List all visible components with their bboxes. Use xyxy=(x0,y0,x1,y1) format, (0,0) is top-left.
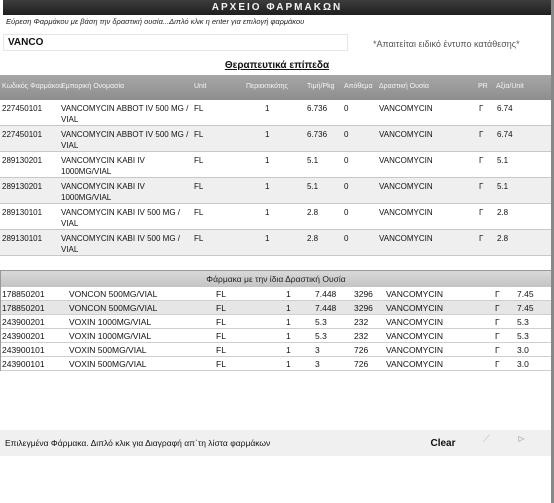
cell-pr: Γ xyxy=(479,130,484,139)
cell-trade-name: VONCON 500MG/VIAL xyxy=(69,303,158,313)
cell-content: 1 xyxy=(265,208,270,217)
same-substance-section xyxy=(0,270,551,371)
cell-trade-name: VANCOMYCIN ABBOT IV 500 MG / VIAL xyxy=(61,130,189,150)
cell-trade-name: VANCOMYCIN KABI IV 1000MG/VIAL xyxy=(61,156,145,176)
cell-content: 1 xyxy=(265,104,270,113)
cell-substance: VANCOMYCIN xyxy=(379,156,433,165)
list-item[interactable] xyxy=(1,315,551,329)
cell-code: 243900201 xyxy=(2,331,45,341)
cell-content: 1 xyxy=(286,331,291,341)
cell-code: 178850201 xyxy=(2,303,45,313)
cell-trade-name: VOXIN 500MG/VIAL xyxy=(69,345,147,355)
cell-value-unit: 7.45 xyxy=(517,303,534,313)
cell-content: 1 xyxy=(286,303,291,313)
cell-value-unit: 5.1 xyxy=(497,182,509,191)
col-header-stock[interactable]: Απόθεμα xyxy=(344,83,373,90)
cell-price-pkg: 3 xyxy=(315,345,320,355)
table-row[interactable] xyxy=(0,126,551,152)
cell-pr: Γ xyxy=(495,345,500,355)
cell-unit: FL xyxy=(194,130,204,139)
cell-stock: 0 xyxy=(344,104,349,113)
search-hint: Εύρεση Φαρμάκου με βάση την δραστική ουσία...Διπλό κλικ η enter για επιλογή φαρμάκου xyxy=(6,17,305,26)
cell-value-unit: 6.74 xyxy=(497,104,513,113)
cell-substance: VANCOMYCIN xyxy=(386,303,443,313)
search-input[interactable] xyxy=(3,34,348,51)
cell-stock: 0 xyxy=(344,156,349,165)
therapeutic-table xyxy=(0,100,551,256)
cell-trade-name: VOXIN 1000MG/VIAL xyxy=(69,317,152,327)
cell-content: 1 xyxy=(265,156,270,165)
cell-value-unit: 3.0 xyxy=(517,359,529,369)
selected-drugs-hint: Επιλεγμένα Φάρμακα. Διπλό κλικ για Διαγραφή απ΄τη λίστα φαρμάκων xyxy=(5,438,271,448)
cell-pr: Γ xyxy=(479,182,484,191)
cell-value-unit: 2.8 xyxy=(497,234,509,243)
cell-substance: VANCOMYCIN xyxy=(386,331,443,341)
cell-content: 1 xyxy=(286,317,291,327)
col-header-code[interactable]: Κωδικός Φαρμάκου xyxy=(2,83,63,90)
table-row[interactable] xyxy=(0,204,551,230)
clear-button[interactable]: Clear xyxy=(424,435,462,451)
col-header-price-pkg[interactable]: Τιμή/Pkg xyxy=(307,83,335,90)
cell-value-unit: 3.0 xyxy=(517,345,529,355)
special-form-note: *Απαιτείται ειδικό έντυπο κατάθεσης* xyxy=(373,39,520,49)
cell-substance: VANCOMYCIN xyxy=(379,182,433,191)
cell-price-pkg: 2.8 xyxy=(307,234,319,243)
cell-value-unit: 6.74 xyxy=(497,130,513,139)
col-header-content[interactable]: Περιεκτικότης xyxy=(246,83,288,90)
cell-stock: 232 xyxy=(354,317,369,327)
cell-substance: VANCOMYCIN xyxy=(379,130,433,139)
cell-stock: 0 xyxy=(344,208,349,217)
cell-unit: FL xyxy=(216,303,226,313)
cell-code: 178850201 xyxy=(2,289,45,299)
cell-substance: VANCOMYCIN xyxy=(386,317,443,327)
cell-price-pkg: 5.3 xyxy=(315,331,327,341)
cell-stock: 0 xyxy=(344,182,349,191)
cell-unit: FL xyxy=(216,359,226,369)
cell-unit: FL xyxy=(194,104,204,113)
col-header-pr[interactable]: PR xyxy=(478,83,488,90)
list-item[interactable] xyxy=(1,357,551,371)
cell-price-pkg: 3 xyxy=(315,359,320,369)
cell-pr: Γ xyxy=(479,234,484,243)
cell-price-pkg: 2.8 xyxy=(307,208,319,217)
cell-value-unit: 5.1 xyxy=(497,156,509,165)
cell-price-pkg: 5.1 xyxy=(307,182,319,191)
cell-trade-name: VOXIN 1000MG/VIAL xyxy=(69,331,152,341)
cell-trade-name: VANCOMYCIN KABI IV 500 MG / VIAL xyxy=(61,234,180,254)
cell-content: 1 xyxy=(286,345,291,355)
cell-code: 289130201 xyxy=(2,182,43,191)
same-substance-table xyxy=(1,287,551,371)
cell-trade-name: VANCOMYCIN KABI IV 1000MG/VIAL xyxy=(61,182,145,202)
cell-unit: FL xyxy=(216,345,226,355)
cell-code: 289130101 xyxy=(2,208,43,217)
cell-unit: FL xyxy=(216,331,226,341)
cell-content: 1 xyxy=(286,359,291,369)
arrow-up-right-icon[interactable]: ⟋ xyxy=(483,434,490,445)
cell-pr: Γ xyxy=(495,303,500,313)
list-item[interactable] xyxy=(1,343,551,357)
cell-price-pkg: 6.736 xyxy=(307,130,328,139)
cell-trade-name: VANCOMYCIN KABI IV 500 MG / VIAL xyxy=(61,208,180,228)
cell-content: 1 xyxy=(265,130,270,139)
cell-value-unit: 2.8 xyxy=(497,208,509,217)
cell-pr: Γ xyxy=(479,156,484,165)
cell-content: 1 xyxy=(286,289,291,299)
cell-code: 227450101 xyxy=(2,130,43,139)
cell-price-pkg: 5.1 xyxy=(307,156,319,165)
list-item[interactable] xyxy=(1,329,551,343)
cell-stock: 0 xyxy=(344,130,349,139)
cell-stock: 0 xyxy=(344,234,349,243)
same-substance-title: Φάρμακα με την ίδια Δραστική Ουσία xyxy=(1,271,551,287)
arrow-right-icon[interactable]: ⊳ xyxy=(517,434,526,445)
cell-substance: VANCOMYCIN xyxy=(379,234,433,243)
cell-unit: FL xyxy=(194,208,204,217)
cell-price-pkg: 6.736 xyxy=(307,104,328,113)
col-header-trade-name[interactable]: Εμπορική Ονομασία xyxy=(61,83,125,90)
cell-pr: Γ xyxy=(479,208,484,217)
cell-value-unit: 5.3 xyxy=(517,331,529,341)
cell-code: 227450101 xyxy=(2,104,43,113)
cell-pr: Γ xyxy=(495,359,500,369)
cell-trade-name: VONCON 500MG/VIAL xyxy=(69,289,158,299)
cell-code: 289130201 xyxy=(2,156,43,165)
cell-value-unit: 5.3 xyxy=(517,317,529,327)
cell-code: 243900201 xyxy=(2,317,45,327)
cell-substance: VANCOMYCIN xyxy=(379,208,433,217)
col-header-value-unit[interactable]: Αξία/Unit xyxy=(496,83,524,90)
cell-substance: VANCOMYCIN xyxy=(379,104,433,113)
cell-stock: 726 xyxy=(354,345,369,355)
cell-content: 1 xyxy=(265,182,270,191)
window-title: ΑΡΧΕΙΟ ΦΑΡΜΑΚΩΝ xyxy=(3,0,551,15)
cell-pr: Γ xyxy=(495,331,500,341)
col-header-substance[interactable]: Δραστική Ουσία xyxy=(379,83,429,90)
list-item[interactable] xyxy=(1,301,551,315)
cell-stock: 232 xyxy=(354,331,369,341)
table-header xyxy=(0,75,551,100)
cell-code: 289130101 xyxy=(2,234,43,243)
cell-trade-name: VOXIN 500MG/VIAL xyxy=(69,359,147,369)
col-header-unit[interactable]: Unit xyxy=(194,83,207,90)
list-item[interactable] xyxy=(1,287,551,301)
cell-price-pkg: 5.3 xyxy=(315,317,327,327)
table-row[interactable] xyxy=(0,152,551,178)
cell-stock: 3296 xyxy=(354,289,373,299)
cell-price-pkg: 7.448 xyxy=(315,303,337,313)
cell-unit: FL xyxy=(216,317,226,327)
cell-unit: FL xyxy=(194,156,204,165)
cell-content: 1 xyxy=(265,234,270,243)
table-row[interactable] xyxy=(0,230,551,256)
cell-stock: 726 xyxy=(354,359,369,369)
cell-code: 243900101 xyxy=(2,345,45,355)
cell-unit: FL xyxy=(216,289,226,299)
cell-value-unit: 7.45 xyxy=(517,289,534,299)
cell-pr: Γ xyxy=(495,289,500,299)
cell-trade-name: VANCOMYCIN ABBOT IV 500 MG / VIAL xyxy=(61,104,189,124)
cell-stock: 3296 xyxy=(354,303,373,313)
cell-price-pkg: 7.448 xyxy=(315,289,337,299)
table-row[interactable] xyxy=(0,178,551,204)
cell-substance: VANCOMYCIN xyxy=(386,289,443,299)
cell-substance: VANCOMYCIN xyxy=(386,345,443,355)
cell-pr: Γ xyxy=(495,317,500,327)
cell-substance: VANCOMYCIN xyxy=(386,359,443,369)
cell-unit: FL xyxy=(194,234,204,243)
footer-bar xyxy=(0,430,551,456)
cell-pr: Γ xyxy=(479,104,484,113)
cell-code: 243900101 xyxy=(2,359,45,369)
therapeutic-levels-title: Θεραπευτικά επίπεδα xyxy=(224,60,330,71)
table-row[interactable] xyxy=(0,100,551,126)
cell-unit: FL xyxy=(194,182,204,191)
